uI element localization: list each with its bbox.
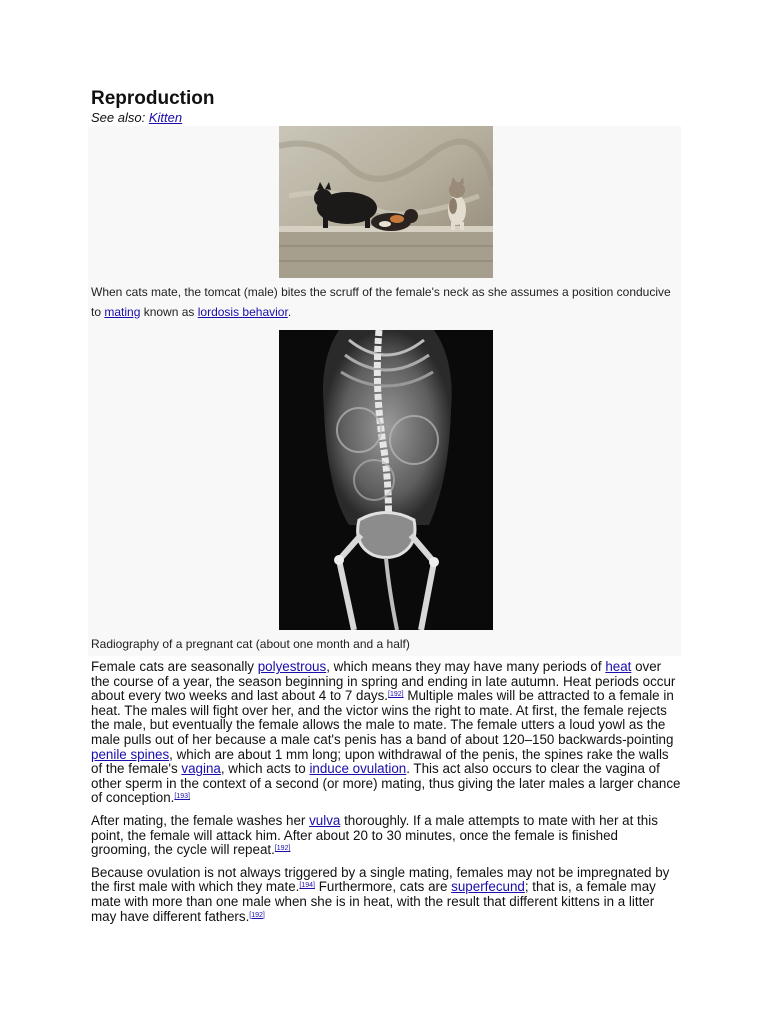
figure-box (88, 126, 681, 656)
mating-link[interactable]: mating (104, 305, 141, 319)
text-run: ; that is, a female may mate with more than one male when she is in heat, with the result that different kittens in a litter may have different fathers. (91, 879, 656, 924)
text-run: thoroughly. If a male attempts to mate with her at this point, the female will attack him. After about 20 to 30 minutes, once the female is finished grooming, the cycle will repeat. (91, 812, 658, 858)
vagina-link[interactable]: vagina (181, 761, 221, 777)
text-run: After mating, the female washes her (91, 812, 310, 828)
see-also-note (91, 110, 681, 125)
article-section (91, 88, 681, 932)
citation (275, 845, 291, 852)
polyestrous-link[interactable]: polyestrous (257, 659, 327, 674)
text-run: Because ovulation is not always triggered by a single mating, females may not be impregnated by the first male with which they mate. (91, 864, 670, 895)
kitten-link[interactable]: Kitten (148, 110, 183, 125)
citation (299, 882, 315, 889)
paragraph-1 (91, 660, 681, 806)
citation-link[interactable]: [192] (249, 911, 265, 919)
citation-link[interactable]: [192] (388, 691, 404, 699)
paragraph-2 (91, 814, 681, 858)
section-heading: Reproduction (91, 88, 215, 109)
caption-text: known as (140, 305, 198, 319)
superfecund-link[interactable]: superfecund (451, 879, 525, 895)
stone-ledge (279, 226, 493, 278)
lordosis-behavior-link[interactable]: lordosis behavior (197, 305, 288, 319)
caption-text: . (287, 305, 292, 319)
citation-link[interactable]: [193] (174, 793, 190, 801)
caption-text: When cats mate, the tomcat (male) bites the scruff of the female's neck as she assumes a position conducive to (91, 285, 671, 319)
induce-ovulation-link[interactable]: induce ovulation (309, 761, 407, 777)
text-run: Furthermore, cats are (314, 879, 452, 895)
citation-link[interactable]: [192] (274, 845, 291, 853)
text-run: over the course of a year, the season beginning in spring and ending in late autumn. Heat periods occur about every two weeks and last about 4 to 7 days. (91, 659, 676, 704)
text-run: . This act also occurs to clear the vagina of other sperm in the context of a second (or more) mating, thus giving the later males a larger chance of conception. (91, 761, 681, 806)
paragraph-3 (91, 866, 681, 924)
text-run: , which acts to (220, 761, 310, 777)
penile-spines-link[interactable]: penile spines (91, 746, 170, 762)
figure1-caption (91, 278, 681, 324)
text-run: , which are about 1 mm long; upon withdrawal of the penis, the spines rake the walls of the female's (91, 746, 669, 777)
heat-link[interactable]: heat (605, 659, 632, 674)
mating-cats-photo (279, 126, 493, 278)
figure2-caption: Radiography of a pregnant cat (about one month and a half) (91, 637, 410, 651)
see-also-prefix: See also: (91, 110, 149, 125)
text-run: Female cats are seasonally (91, 659, 258, 674)
vulva-link[interactable]: vulva (309, 812, 341, 828)
citation (249, 912, 265, 919)
pelvis (358, 513, 415, 558)
citation (174, 793, 190, 800)
text-run: Multiple males will be attracted to a female in heat. The males will fight over her, and the victor wins the right to mate. At first, the female rejects the male, but eventually the female allows the male to mate. The female utters a loud yowl as the male pulls out of her because a male cat's penis has a band of about 120–150 backwards-pointing (91, 688, 674, 747)
citation-link[interactable]: [194] (299, 882, 315, 890)
text-run: , which means they may have many periods of (326, 659, 606, 674)
pregnant-cat-xray (279, 330, 493, 630)
citation (388, 691, 404, 698)
